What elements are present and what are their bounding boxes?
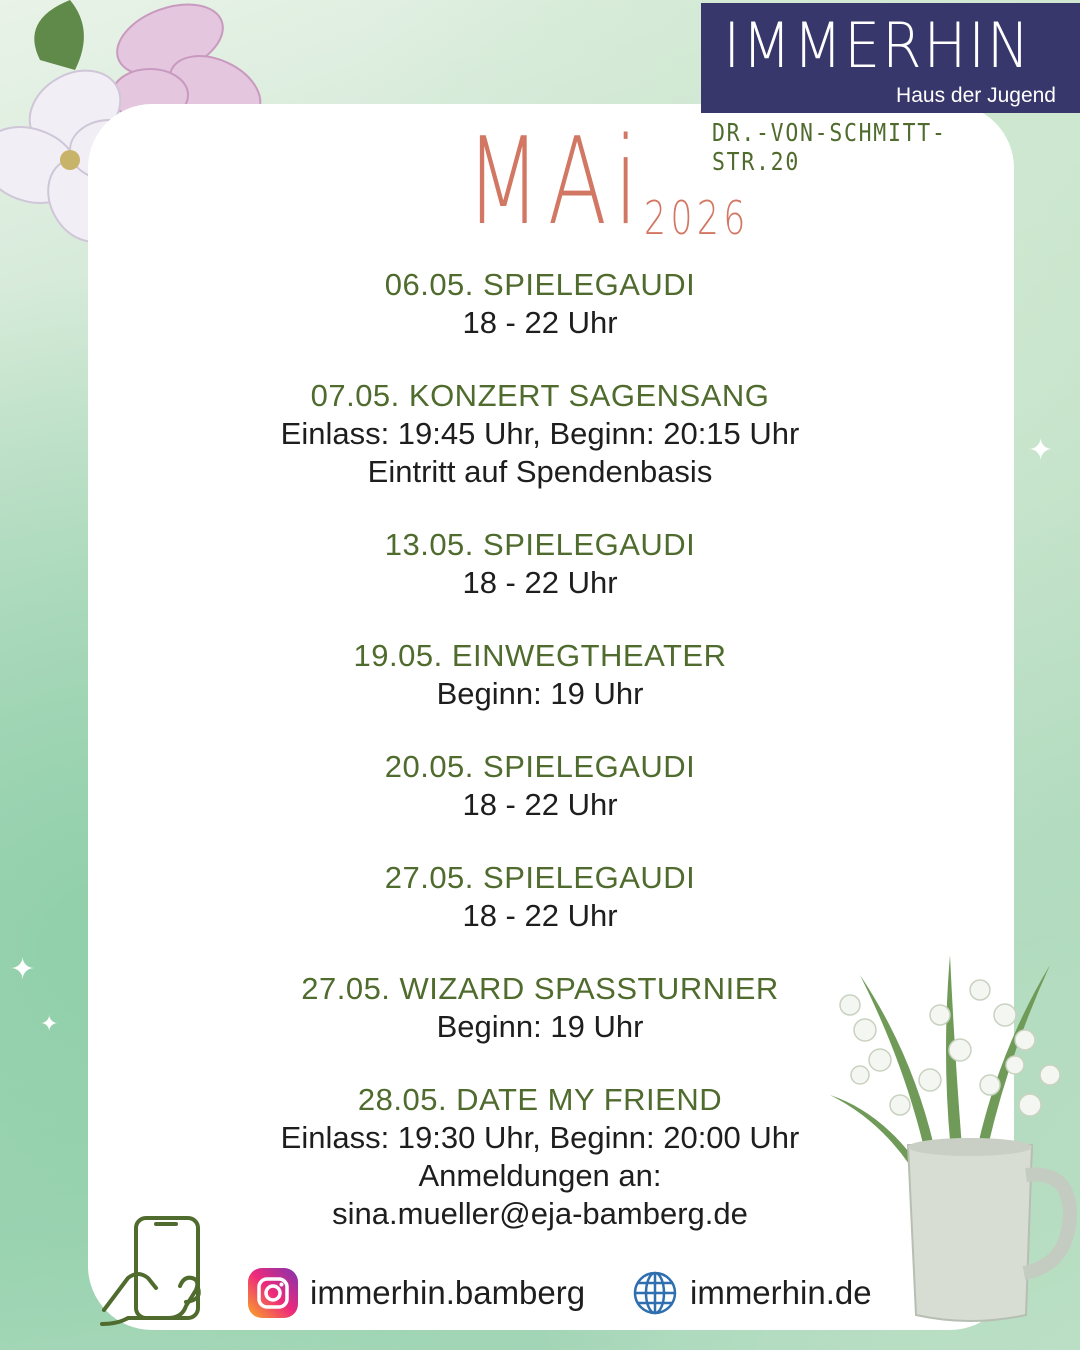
immerhin-logo (701, 3, 1080, 113)
event-detail: 18 - 22 Uhr (462, 898, 618, 933)
event-detail: 18 - 22 Uhr (462, 305, 618, 340)
event-item (180, 637, 900, 713)
globe-icon (632, 1270, 678, 1316)
sparkle-icon: ✦ (10, 952, 36, 987)
event-item (180, 859, 900, 935)
event-item (180, 526, 900, 602)
event-title: 06.05. SPIELEGAUDI (384, 267, 696, 302)
event-detail: Beginn: 19 Uhr (436, 676, 644, 711)
event-title: 28.05. DATE MY FRIEND (357, 1082, 723, 1117)
event-item (180, 377, 900, 491)
event-item (180, 266, 900, 342)
instagram-handle: immerhin.bamberg (310, 1274, 586, 1311)
event-item (180, 1081, 900, 1233)
event-detail: Einlass: 19:30 Uhr, Beginn: 20:00 Uhr (280, 1120, 800, 1155)
event-title: 19.05. EINWEGTHEATER (353, 638, 727, 673)
instagram-icon (248, 1268, 298, 1318)
event-email[interactable]: sina.mueller@eja-bamberg.de (332, 1196, 748, 1231)
event-title: 27.05. WIZARD SPASSTURNIER (301, 971, 779, 1006)
sparkle-icon: ✦ (1028, 433, 1054, 468)
lily-vase-icon (820, 955, 1080, 1345)
event-title: 27.05. SPIELEGAUDI (384, 860, 696, 895)
month-title: MAi (466, 113, 646, 252)
event-detail: Einlass: 19:45 Uhr, Beginn: 20:15 Uhr (280, 416, 800, 451)
event-detail: Anmeldungen an: (418, 1158, 662, 1193)
logo-subtitle: Haus der Jugend (896, 84, 1056, 107)
event-item (180, 970, 900, 1046)
sparkle-icon: ✦ (40, 1012, 59, 1037)
instagram-link[interactable] (248, 1266, 585, 1320)
event-detail: Beginn: 19 Uhr (436, 1009, 644, 1044)
event-list (180, 266, 900, 1268)
address: DR.-VON-SCHMITT-STR.20 (712, 118, 947, 176)
event-detail: Eintritt auf Spendenbasis (367, 454, 713, 489)
year-title: 2026 (644, 191, 750, 245)
event-title: 13.05. SPIELEGAUDI (384, 527, 696, 562)
phone-hand-icon (98, 1214, 210, 1332)
event-item (180, 748, 900, 824)
logo-name: IMMERHIN (723, 9, 1032, 82)
event-detail: 18 - 22 Uhr (462, 565, 618, 600)
event-title: 20.05. SPIELEGAUDI (384, 749, 696, 784)
event-title: 07.05. KONZERT SAGENSANG (310, 378, 770, 413)
event-detail: 18 - 22 Uhr (462, 787, 618, 822)
website-url: immerhin.de (690, 1274, 872, 1311)
